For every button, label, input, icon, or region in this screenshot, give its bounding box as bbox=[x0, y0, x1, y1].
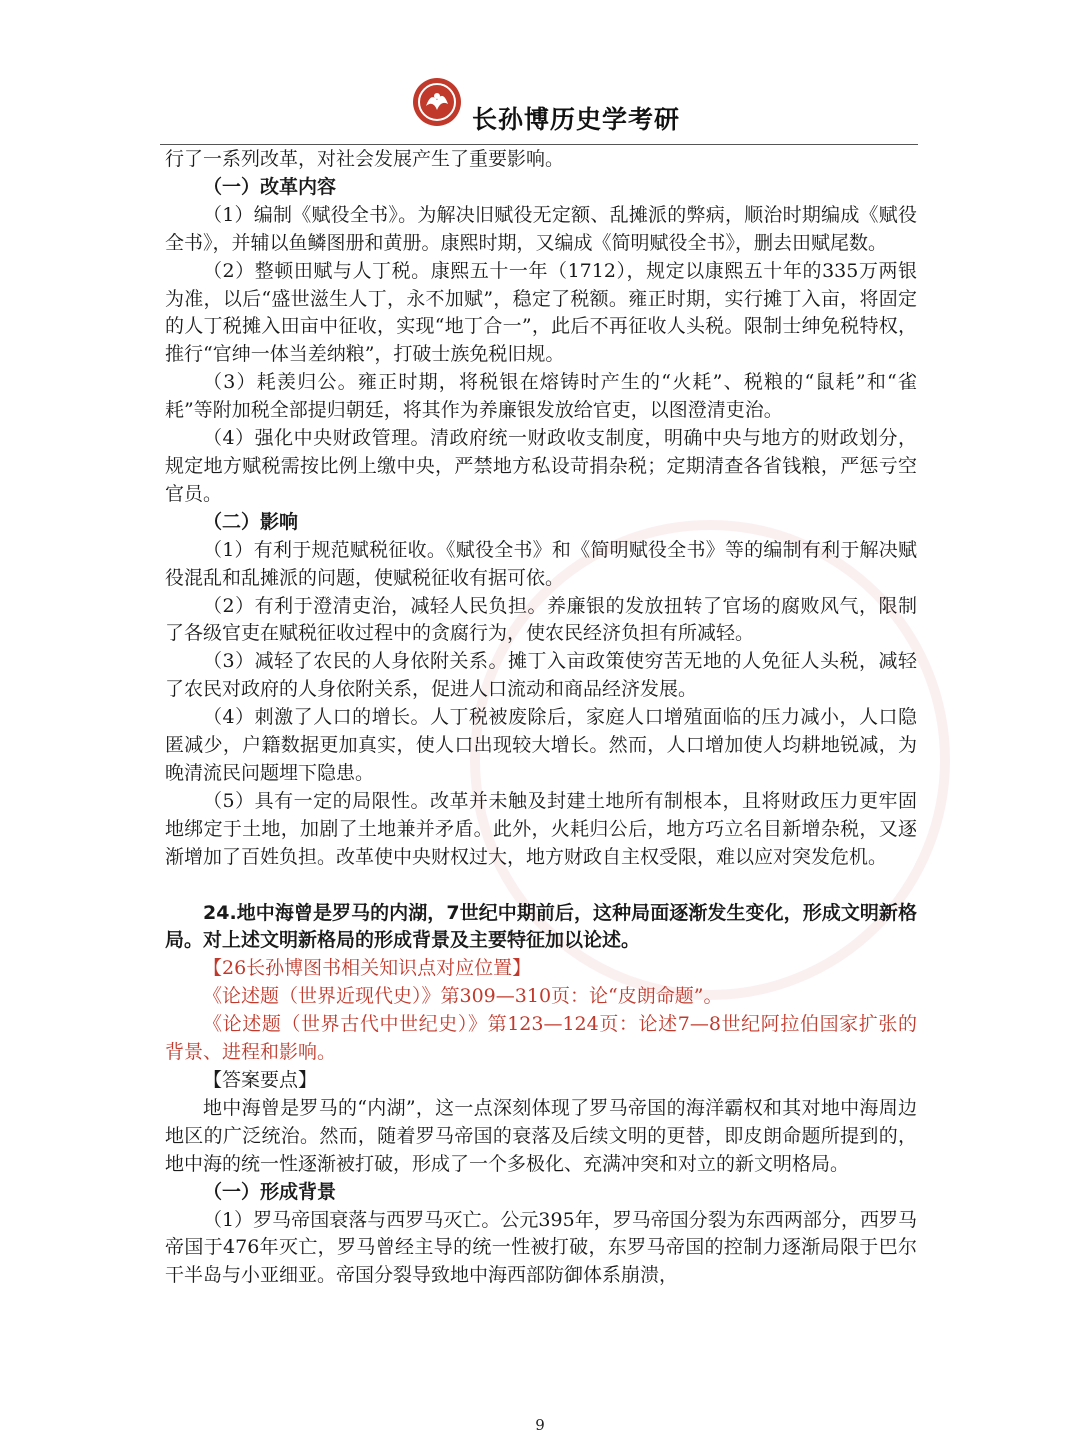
paragraph: （2）有利于澄清吏治，减轻人民负担。养廉银的发放扭转了官场的腐败风气，限制了各级官吏在赋税征收过程中的贪腐行为，使农民经济负担有所减轻。 bbox=[165, 594, 917, 645]
page-number: 9 bbox=[535, 1416, 545, 1434]
red-emblem-logo-icon bbox=[411, 76, 463, 128]
paragraph: （4）刺激了人口的增长。人丁税被废除后，家庭人口增殖面临的压力减小，人口隐匿减少，户籍数据更加真实，使人口出现较大增长。然而，人口增加使人均耕地锐减，为晚清流民问题埋下隐患。 bbox=[165, 706, 917, 784]
document-body bbox=[165, 146, 917, 1290]
paragraph: （3）耗羡归公。雍正时期，将税银在熔铸时产生的“火耗”、税粮的“鼠耗”和“雀耗”等附加税全部提归朝廷，将其作为养廉银发放给官吏，以图澄清吏治。 bbox=[165, 371, 917, 422]
paragraph: （1）有利于规范赋税征收。《赋役全书》和《简明赋役全书》等的编制有利于解决赋役混乱和乱摊派的问题，使赋税征收有据可依。 bbox=[165, 538, 917, 589]
paragraph: 地中海曾是罗马的“内湖”，这一点深刻体现了罗马帝国的海洋霸权和其对地中海周边地区的广泛统治。然而，随着罗马帝国的衰落及后续文明的更替，即皮朗命题所提到的，地中海的统一性逐渐被打破，形成了一个多极化、充满冲突和对立的新文明格局。 bbox=[165, 1096, 917, 1175]
paragraph: 【答案要点】 bbox=[203, 1069, 318, 1091]
reference-note: 《论述题（世界近现代史）》第309—310页：论“皮朗命题”。 bbox=[203, 985, 723, 1008]
paragraph: 行了一系列改革，对社会发展产生了重要影响。 bbox=[165, 148, 565, 170]
reference-note: 【26长孙博图书相关知识点对应位置】 bbox=[203, 957, 532, 980]
section-heading: （二）影响 bbox=[203, 510, 299, 533]
brand-title: 长孙博历史学考研 bbox=[472, 105, 681, 134]
paragraph: （1）罗马帝国衰落与西罗马灭亡。公元395年，罗马帝国分裂为东西两部分，西罗马帝国于476年灭亡，罗马曾经主导的统一性被打破，东罗马帝国的控制力逐渐局限于巴尔干半岛与小亚细亚。帝国分裂导致地中海西部防御体系崩溃， bbox=[165, 1208, 917, 1287]
paragraph: （2）整顿田赋与人丁税。康熙五十一年（1712），规定以康熙五十年的335万两银为准，以后“盛世滋生人丁，永不加赋”，稳定了税额。雍正时期，实行摊丁入亩，将固定的人丁税摊入田亩中征收，实现“地丁合一”，此后不再征收人头税。限制士绅免税特权，推行“官绅一体当差纳粮”，打破士族免税旧规。 bbox=[165, 259, 917, 366]
reference-note: 《论述题（世界古代中世纪史）》第123—124页：论述7—8世纪阿拉伯国家扩张的背景、进程和影响。 bbox=[165, 1013, 917, 1064]
section-heading: （一）改革内容 bbox=[203, 175, 337, 198]
question-title: 24.地中海曾是罗马的内湖，7世纪中期前后，这种局面逐渐发生变化，形成文明新格局。对上述文明新格局的形成背景及主要特征加以论述。 bbox=[165, 901, 917, 952]
section-heading: （一）形成背景 bbox=[203, 1180, 337, 1203]
paragraph: （3）减轻了农民的人身依附关系。摊丁入亩政策使穷苦无地的人免征人头税，减轻了农民对政府的人身依附关系，促进人口流动和商品经济发展。 bbox=[165, 650, 917, 701]
paragraph: （5）具有一定的局限性。改革并未触及封建土地所有制根本，且将财政压力更牢固地绑定于土地，加剧了土地兼并矛盾。此外，火耗归公后，地方巧立名目新增杂税，又逐渐增加了百姓负担。改革使中央财权过大，地方财政自主权受限，难以应对突发危机。 bbox=[165, 789, 917, 868]
paragraph: （1）编制《赋役全书》。为解决旧赋役无定额、乱摊派的弊病，顺治时期编成《赋役全书》，并辅以鱼鳞图册和黄册。康熙时期，又编成《简明赋役全书》，删去田赋尾数。 bbox=[165, 203, 917, 254]
page-header bbox=[160, 70, 918, 145]
paragraph: （4）强化中央财政管理。清政府统一财政收支制度，明确中央与地方的财政划分，规定地方赋税需按比例上缴中央，严禁地方私设苛捐杂税；定期清查各省钱粮，严惩亏空官员。 bbox=[165, 427, 917, 505]
